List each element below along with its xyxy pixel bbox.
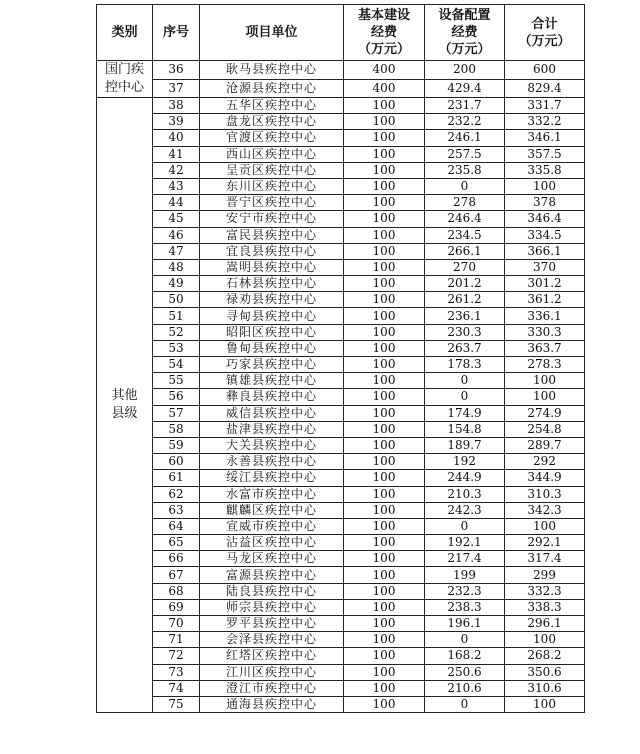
table-row <box>97 357 585 373</box>
header-equip <box>425 5 505 61</box>
equip-cell: 174.9 <box>425 405 505 421</box>
category-cell <box>97 61 153 98</box>
unit-cell: 陆良县疾控中心 <box>200 583 344 599</box>
table-row <box>97 211 585 227</box>
table-row <box>97 664 585 680</box>
table-row <box>97 324 585 340</box>
build-cell: 100 <box>344 114 425 130</box>
table-row <box>97 79 585 98</box>
total-cell: 254.8 <box>505 421 585 437</box>
equip-cell: 266.1 <box>425 243 505 259</box>
total-cell: 336.1 <box>505 308 585 324</box>
total-cell: 100 <box>505 373 585 389</box>
unit-cell: 盘龙区疾控中心 <box>200 114 344 130</box>
equip-cell: 189.7 <box>425 437 505 453</box>
seq-cell: 63 <box>153 502 200 518</box>
unit-cell: 巧家县疾控中心 <box>200 357 344 373</box>
unit-cell: 永善县疾控中心 <box>200 454 344 470</box>
build-cell: 100 <box>344 696 425 712</box>
header-build-line: （万元） <box>357 42 410 57</box>
unit-cell: 嵩明县疾控中心 <box>200 259 344 275</box>
seq-cell: 52 <box>153 324 200 340</box>
total-cell: 600 <box>505 61 585 80</box>
table-row <box>97 178 585 194</box>
build-cell: 100 <box>344 664 425 680</box>
build-cell: 100 <box>344 437 425 453</box>
table-row <box>97 470 585 486</box>
equip-cell: 201.2 <box>425 276 505 292</box>
build-cell: 100 <box>344 227 425 243</box>
table-row <box>97 61 585 80</box>
unit-cell: 通海县疾控中心 <box>200 696 344 712</box>
table-row <box>97 502 585 518</box>
table-row <box>97 486 585 502</box>
table-row <box>97 373 585 389</box>
build-cell: 100 <box>344 357 425 373</box>
seq-cell: 64 <box>153 518 200 534</box>
total-cell: 335.8 <box>505 162 585 178</box>
header-seq: 序号 <box>153 5 200 61</box>
total-cell: 317.4 <box>505 551 585 567</box>
build-cell: 100 <box>344 324 425 340</box>
header-total-line: （万元） <box>518 33 571 49</box>
seq-cell: 44 <box>153 195 200 211</box>
seq-cell: 57 <box>153 405 200 421</box>
table-row <box>97 308 585 324</box>
build-cell: 400 <box>344 79 425 98</box>
seq-cell: 62 <box>153 486 200 502</box>
unit-cell: 水富市疾控中心 <box>200 486 344 502</box>
seq-cell: 37 <box>153 79 200 98</box>
unit-cell: 大关县疾控中心 <box>200 437 344 453</box>
total-cell: 278.3 <box>505 357 585 373</box>
seq-cell: 69 <box>153 599 200 615</box>
unit-cell: 宣威市疾控中心 <box>200 518 344 534</box>
table-body <box>97 61 585 713</box>
header-total-line: 合计 <box>531 16 558 32</box>
category-label-line: 其他 <box>111 388 138 404</box>
build-cell: 100 <box>344 389 425 405</box>
build-cell: 100 <box>344 405 425 421</box>
table-row <box>97 551 585 567</box>
equip-cell: 0 <box>425 178 505 194</box>
build-cell: 100 <box>344 583 425 599</box>
seq-cell: 70 <box>153 616 200 632</box>
seq-cell: 40 <box>153 130 200 146</box>
seq-cell: 49 <box>153 276 200 292</box>
total-cell: 292 <box>505 454 585 470</box>
equip-cell: 0 <box>425 518 505 534</box>
unit-cell: 绥江县疾控中心 <box>200 470 344 486</box>
equip-cell: 234.5 <box>425 227 505 243</box>
seq-cell: 56 <box>153 389 200 405</box>
seq-cell: 68 <box>153 583 200 599</box>
table-row <box>97 616 585 632</box>
seq-cell: 36 <box>153 61 200 80</box>
build-cell: 100 <box>344 680 425 696</box>
build-cell: 100 <box>344 146 425 162</box>
total-cell: 292.1 <box>505 535 585 551</box>
equip-cell: 210.6 <box>425 680 505 696</box>
table-row <box>97 518 585 534</box>
equip-cell: 429.4 <box>425 79 505 98</box>
seq-cell: 51 <box>153 308 200 324</box>
total-cell: 378 <box>505 195 585 211</box>
unit-cell: 麒麟区疾控中心 <box>200 502 344 518</box>
equip-cell: 250.6 <box>425 664 505 680</box>
seq-cell: 54 <box>153 357 200 373</box>
header-build-line: 经费 <box>370 25 397 40</box>
equip-cell: 246.1 <box>425 130 505 146</box>
total-cell: 331.7 <box>505 98 585 114</box>
seq-cell: 71 <box>153 632 200 648</box>
total-cell: 299 <box>505 567 585 583</box>
total-cell: 366.1 <box>505 243 585 259</box>
table-row <box>97 454 585 470</box>
unit-cell: 寻甸县疾控中心 <box>200 308 344 324</box>
equip-cell: 231.7 <box>425 98 505 114</box>
build-cell: 100 <box>344 259 425 275</box>
unit-cell: 呈贡区疾控中心 <box>200 162 344 178</box>
table-row <box>97 98 585 114</box>
table-row <box>97 599 585 615</box>
seq-cell: 58 <box>153 421 200 437</box>
unit-cell: 马龙区疾控中心 <box>200 551 344 567</box>
unit-cell: 会泽县疾控中心 <box>200 632 344 648</box>
table-row <box>97 567 585 583</box>
total-cell: 332.2 <box>505 114 585 130</box>
header-equip-line: 设备配置 <box>438 8 491 23</box>
seq-cell: 67 <box>153 567 200 583</box>
unit-cell: 富民县疾控中心 <box>200 227 344 243</box>
equip-cell: 168.2 <box>425 648 505 664</box>
seq-cell: 61 <box>153 470 200 486</box>
equip-cell: 200 <box>425 61 505 80</box>
build-cell: 100 <box>344 211 425 227</box>
total-cell: 332.3 <box>505 583 585 599</box>
unit-cell: 昭阳区疾控中心 <box>200 324 344 340</box>
unit-cell: 红塔区疾控中心 <box>200 648 344 664</box>
table-row <box>97 243 585 259</box>
header-equip-line: （万元） <box>438 42 491 57</box>
total-cell: 357.5 <box>505 146 585 162</box>
total-cell: 361.2 <box>505 292 585 308</box>
unit-cell: 威信县疾控中心 <box>200 405 344 421</box>
unit-cell: 江川区疾控中心 <box>200 664 344 680</box>
equip-cell: 244.9 <box>425 470 505 486</box>
build-cell: 100 <box>344 98 425 114</box>
table-row <box>97 114 585 130</box>
equip-cell: 0 <box>425 632 505 648</box>
seq-cell: 73 <box>153 664 200 680</box>
total-cell: 346.4 <box>505 211 585 227</box>
equip-cell: 178.3 <box>425 357 505 373</box>
build-cell: 100 <box>344 535 425 551</box>
table-row <box>97 292 585 308</box>
build-cell: 100 <box>344 632 425 648</box>
build-cell: 100 <box>344 518 425 534</box>
total-cell: 829.4 <box>505 79 585 98</box>
total-cell: 370 <box>505 259 585 275</box>
build-cell: 100 <box>344 470 425 486</box>
header-unit: 项目单位 <box>200 5 344 61</box>
equip-cell: 257.5 <box>425 146 505 162</box>
budget-table-container <box>96 4 585 713</box>
equip-cell: 210.3 <box>425 486 505 502</box>
total-cell: 363.7 <box>505 340 585 356</box>
table-row <box>97 535 585 551</box>
seq-cell: 38 <box>153 98 200 114</box>
total-cell: 334.5 <box>505 227 585 243</box>
build-cell: 400 <box>344 61 425 80</box>
total-cell: 100 <box>505 518 585 534</box>
seq-cell: 75 <box>153 696 200 712</box>
category-cell <box>97 98 153 713</box>
total-cell: 346.1 <box>505 130 585 146</box>
table-row <box>97 227 585 243</box>
total-cell: 330.3 <box>505 324 585 340</box>
total-cell: 310.6 <box>505 680 585 696</box>
total-cell: 338.3 <box>505 599 585 615</box>
seq-cell: 66 <box>153 551 200 567</box>
table-row <box>97 648 585 664</box>
build-cell: 100 <box>344 243 425 259</box>
unit-cell: 师宗县疾控中心 <box>200 599 344 615</box>
table-row <box>97 696 585 712</box>
unit-cell: 耿马县疾控中心 <box>200 61 344 80</box>
equip-cell: 196.1 <box>425 616 505 632</box>
unit-cell: 彝良县疾控中心 <box>200 389 344 405</box>
table-row <box>97 632 585 648</box>
equip-cell: 154.8 <box>425 421 505 437</box>
category-label-line: 控中心 <box>104 80 144 95</box>
seq-cell: 47 <box>153 243 200 259</box>
equip-cell: 242.3 <box>425 502 505 518</box>
equip-cell: 270 <box>425 259 505 275</box>
table-row <box>97 680 585 696</box>
build-cell: 100 <box>344 292 425 308</box>
build-cell: 100 <box>344 648 425 664</box>
equip-cell: 278 <box>425 195 505 211</box>
seq-cell: 74 <box>153 680 200 696</box>
equip-cell: 246.4 <box>425 211 505 227</box>
equip-cell: 192.1 <box>425 535 505 551</box>
equip-cell: 261.2 <box>425 292 505 308</box>
seq-cell: 72 <box>153 648 200 664</box>
header-row <box>97 5 585 61</box>
table-row <box>97 583 585 599</box>
equip-cell: 199 <box>425 567 505 583</box>
equip-cell: 263.7 <box>425 340 505 356</box>
equip-cell: 0 <box>425 696 505 712</box>
unit-cell: 东川区疾控中心 <box>200 178 344 194</box>
build-cell: 100 <box>344 486 425 502</box>
total-cell: 301.2 <box>505 276 585 292</box>
build-cell: 100 <box>344 178 425 194</box>
total-cell: 100 <box>505 389 585 405</box>
total-cell: 100 <box>505 178 585 194</box>
seq-cell: 65 <box>153 535 200 551</box>
unit-cell: 澄江市疾控中心 <box>200 680 344 696</box>
total-cell: 342.3 <box>505 502 585 518</box>
equip-cell: 232.3 <box>425 583 505 599</box>
seq-cell: 46 <box>153 227 200 243</box>
unit-cell: 盐津县疾控中心 <box>200 421 344 437</box>
header-total <box>505 5 585 61</box>
total-cell: 274.9 <box>505 405 585 421</box>
build-cell: 100 <box>344 130 425 146</box>
equip-cell: 217.4 <box>425 551 505 567</box>
equip-cell: 236.1 <box>425 308 505 324</box>
unit-cell: 安宁市疾控中心 <box>200 211 344 227</box>
build-cell: 100 <box>344 616 425 632</box>
unit-cell: 西山区疾控中心 <box>200 146 344 162</box>
seq-cell: 45 <box>153 211 200 227</box>
header-build <box>344 5 425 61</box>
total-cell: 289.7 <box>505 437 585 453</box>
seq-cell: 53 <box>153 340 200 356</box>
seq-cell: 43 <box>153 178 200 194</box>
table-row <box>97 437 585 453</box>
unit-cell: 五华区疾控中心 <box>200 98 344 114</box>
build-cell: 100 <box>344 502 425 518</box>
equip-cell: 0 <box>425 389 505 405</box>
total-cell: 100 <box>505 632 585 648</box>
category-label-line: 国门疾 <box>104 62 144 77</box>
table-row <box>97 340 585 356</box>
build-cell: 100 <box>344 454 425 470</box>
total-cell: 268.2 <box>505 648 585 664</box>
build-cell: 100 <box>344 195 425 211</box>
table-row <box>97 162 585 178</box>
seq-cell: 50 <box>153 292 200 308</box>
unit-cell: 罗平县疾控中心 <box>200 616 344 632</box>
unit-cell: 沾益区疾控中心 <box>200 535 344 551</box>
build-cell: 100 <box>344 162 425 178</box>
build-cell: 100 <box>344 276 425 292</box>
total-cell: 344.9 <box>505 470 585 486</box>
table-row <box>97 259 585 275</box>
build-cell: 100 <box>344 308 425 324</box>
build-cell: 100 <box>344 421 425 437</box>
total-cell: 296.1 <box>505 616 585 632</box>
table-row <box>97 195 585 211</box>
seq-cell: 42 <box>153 162 200 178</box>
total-cell: 350.6 <box>505 664 585 680</box>
budget-table <box>96 4 585 713</box>
total-cell: 100 <box>505 696 585 712</box>
build-cell: 100 <box>344 340 425 356</box>
build-cell: 100 <box>344 373 425 389</box>
equip-cell: 232.2 <box>425 114 505 130</box>
unit-cell: 沧源县疾控中心 <box>200 79 344 98</box>
equip-cell: 192 <box>425 454 505 470</box>
equip-cell: 238.3 <box>425 599 505 615</box>
build-cell: 100 <box>344 567 425 583</box>
total-cell: 310.3 <box>505 486 585 502</box>
seq-cell: 59 <box>153 437 200 453</box>
seq-cell: 60 <box>153 454 200 470</box>
build-cell: 100 <box>344 551 425 567</box>
seq-cell: 55 <box>153 373 200 389</box>
header-build-line: 基本建设 <box>357 8 410 23</box>
header-category: 类别 <box>97 5 153 61</box>
seq-cell: 39 <box>153 114 200 130</box>
unit-cell: 宜良县疾控中心 <box>200 243 344 259</box>
unit-cell: 官渡区疾控中心 <box>200 130 344 146</box>
table-row <box>97 405 585 421</box>
unit-cell: 石林县疾控中心 <box>200 276 344 292</box>
unit-cell: 禄劝县疾控中心 <box>200 292 344 308</box>
unit-cell: 鲁甸县疾控中心 <box>200 340 344 356</box>
seq-cell: 48 <box>153 259 200 275</box>
build-cell: 100 <box>344 599 425 615</box>
table-row <box>97 276 585 292</box>
table-row <box>97 146 585 162</box>
unit-cell: 富源县疾控中心 <box>200 567 344 583</box>
unit-cell: 镇雄县疾控中心 <box>200 373 344 389</box>
table-row <box>97 130 585 146</box>
equip-cell: 0 <box>425 373 505 389</box>
table-row <box>97 389 585 405</box>
equip-cell: 230.3 <box>425 324 505 340</box>
category-label-line: 县级 <box>111 406 138 422</box>
table-row <box>97 421 585 437</box>
equip-cell: 235.8 <box>425 162 505 178</box>
header-equip-line: 经费 <box>451 25 478 40</box>
seq-cell: 41 <box>153 146 200 162</box>
unit-cell: 晋宁区疾控中心 <box>200 195 344 211</box>
